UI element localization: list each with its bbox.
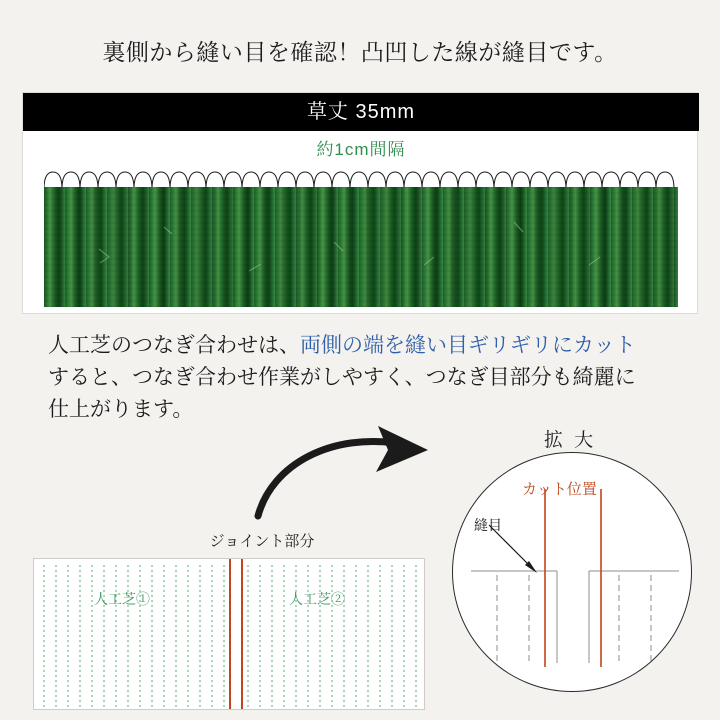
joint-diagram-box [33,558,425,710]
paragraph-line1-accent: 両側の端を縫い目ギリギリにカット [300,334,636,357]
joint-diagram-title: ジョイント部分 [209,533,315,550]
instruction-paragraph [48,330,696,426]
joint-right-sheet-label: 人工芝② [289,591,345,607]
grass-texture-image [44,187,678,307]
curved-arrow-icon [252,424,462,524]
grass-height-banner: 草丈 35mm [23,93,699,131]
grass-fiber-highlights [44,187,678,307]
paragraph-line1-part1: 人工芝のつなぎ合わせは、 [48,334,300,357]
paragraph-line2: すると、つなぎ合わせ作業がしやすく、つなぎ目部分も綺麗に [48,366,636,389]
grass-spacing-caption: 約1cm間隔 [316,140,406,159]
page-title: 裏側から縫い目を確認！凸凹した線が縫目です。 [102,39,618,65]
seam-label: 縫目 [474,517,502,533]
paragraph-line3: 仕上がります。 [48,398,194,421]
grass-photo-panel [22,92,698,314]
zoom-diagram-title: 拡 大 [543,430,597,451]
cut-position-label: カット位置 [522,481,597,498]
joint-diagram-svg [34,559,425,710]
joint-left-sheet-label: 人工芝① [94,591,150,607]
